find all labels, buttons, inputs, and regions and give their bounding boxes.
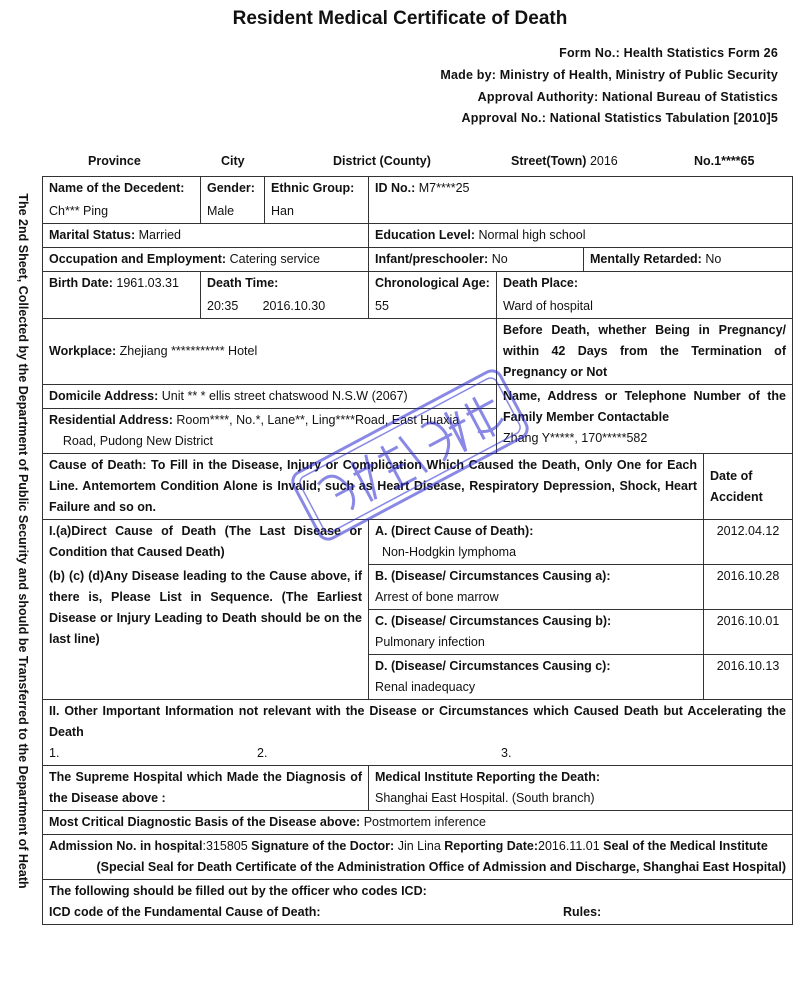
other-information-lines [49, 743, 786, 764]
age-label: Chronological Age: [369, 272, 497, 296]
name-label: Name of the Decedent: [43, 177, 201, 201]
cause-item-a: A. (Direct Cause of Death): Non-Hodgkin lymphoma [369, 520, 704, 565]
other-information [43, 700, 793, 766]
other-info-2: 2. [257, 746, 268, 760]
date-of-accident-header: Date of Accident [704, 454, 793, 520]
supreme-hospital: The Supreme Hospital which Made the Diagnosis of the Disease above : [43, 766, 369, 811]
approval-number: Approval No.: National Statistics Tabulation [2010]5 [461, 111, 778, 125]
domicile-address: Domicile Address: Unit ** * ellis street chatswood N.S.W (2067) [43, 385, 497, 409]
mentally-retarded: Mentally Retarded: No [584, 248, 793, 272]
underlying-cause-desc: (b) (c) (d)Any Disease leading to the Cause above, if there is, Please List in Sequence. (The Earliest Disease or Injury Leading to Death should be on the last line) [43, 565, 369, 700]
reporting-institute: Medical Institute Reporting the Death: Shanghai East Hospital. (South branch) [369, 766, 793, 811]
form-number: Form No.: Health Statistics Form 26 [559, 46, 778, 60]
death-place-value: Ward of hospital [497, 295, 793, 319]
district-label: District (County) [333, 154, 431, 168]
icd-rules-label: Rules: [563, 905, 602, 919]
ethnic-label: Ethnic Group: [265, 177, 369, 201]
cause-item-c: C. (Disease/ Circumstances Causing b): Pulmonary infection [369, 610, 704, 655]
cause-date-d: 2016.10.13 [704, 655, 793, 700]
approval-authority: Approval Authority: National Bureau of Statistics [477, 90, 778, 104]
diagnostic-basis: Most Critical Diagnostic Basis of the Disease above: Postmortem inference [43, 811, 793, 835]
death-time-label: Death Time: [201, 272, 369, 296]
age-value: 55 [369, 295, 497, 319]
side-note: The 2nd Sheet, Collected by the Department of Public Security and should be Transferred to the Department of Heath [16, 193, 30, 889]
city-label: City [221, 154, 245, 168]
icd-line [49, 902, 786, 923]
made-by: Made by: Ministry of Health, Ministry of Public Security [440, 68, 778, 82]
cause-date-b: 2016.10.28 [704, 565, 793, 610]
residential-address: Residential Address: Room****, No.*, Lane**, Ling****Road, East Huaxia Road, Pudong New District [43, 409, 497, 454]
death-time-value: 20:35 2016.10.30 [201, 295, 369, 319]
certificate-number: No.1****65 [694, 154, 755, 168]
direct-cause-title: I.(a)Direct Cause of Death (The Last Disease or Condition that Caused Death) [43, 520, 369, 565]
other-information-title: II. Other Important Information not relevant with the Disease or Circumstances which Caused Death but Accelerating the Death [49, 704, 786, 739]
cause-item-d: D. (Disease/ Circumstances Causing c): Renal inadequacy [369, 655, 704, 700]
gender-value: Male [201, 200, 265, 224]
cause-instructions: Cause of Death: To Fill in the Disease, Injury or Complication Which Caused the Death, Only One for Each Line. Antemortem Condition Alone is Invalid, such as Heart Disease, Respiratory Depression, Shock, Heart Failure and so on. [43, 454, 704, 520]
document-title: Resident Medical Certificate of Death [232, 8, 568, 29]
death-place-label: Death Place: [497, 272, 793, 296]
admission-signature-row: Admission No. in hospital:315805 Signature of the Doctor: Jin Lina Reporting Date:2016.11.01 Seal of the Medical Institute (Special Seal for Death Certificate of the Administration Office of Admission and Discharge, Shanghai East Hospital) [43, 835, 793, 880]
cause-date-a: 2012.04.12 [704, 520, 793, 565]
other-info-1: 1. [49, 746, 60, 760]
occupation: Occupation and Employment: Catering service [43, 248, 369, 272]
province-label: Province [88, 154, 141, 168]
icd-code-label: ICD code of the Fundamental Cause of Death: [49, 905, 321, 919]
icd-section [43, 880, 793, 925]
cause-date-c: 2016.10.01 [704, 610, 793, 655]
other-info-3: 3. [501, 746, 512, 760]
pregnancy-status: Before Death, whether Being in Pregnancy/ within 42 Days from the Termination of Pregnancy or Not [497, 319, 793, 385]
education-level: Education Level: Normal high school [369, 224, 793, 248]
marital-status: Marital Status: Married [43, 224, 369, 248]
name-value: Ch*** Ping [43, 200, 201, 224]
family-contact: Name, Address or Telephone Number of the Family Member Contactable Zhang Y*****, 170*****582 [497, 385, 793, 454]
birth-date: Birth Date: 1961.03.31 [43, 272, 201, 296]
cause-item-b: B. (Disease/ Circumstances Causing a): Arrest of bone marrow [369, 565, 704, 610]
id-field: ID No.: M7****25 [369, 177, 793, 224]
street-field: Street(Town) 2016 [511, 154, 618, 168]
ethnic-value: Han [265, 200, 369, 224]
icd-note: The following should be filled out by the officer who codes ICD: [49, 884, 427, 898]
gender-label: Gender: [201, 177, 265, 201]
workplace: Workplace: Zhejiang *********** Hotel [43, 319, 497, 385]
certificate-form [42, 176, 793, 925]
infant-preschooler: Infant/preschooler: No [369, 248, 584, 272]
seal-description: (Special Seal for Death Certificate of the Administration Office of Admission and Discharge, Shanghai East Hospital) [96, 860, 786, 874]
birth-date-spacer [43, 295, 201, 319]
